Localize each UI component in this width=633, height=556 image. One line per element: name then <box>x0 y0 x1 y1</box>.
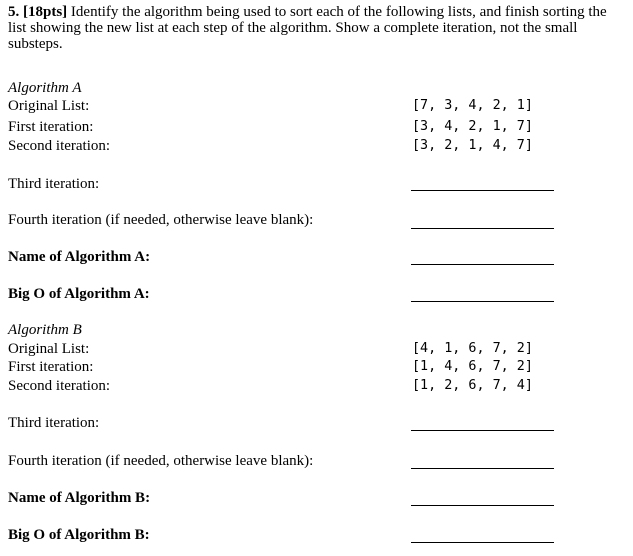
algorithm-b-second-list: [1, 2, 6, 7, 4] <box>412 378 533 393</box>
algorithm-b-fourth-label: Fourth iteration (if needed, otherwise leave blank): <box>8 453 314 469</box>
question-prompt <box>8 4 626 52</box>
algorithm-a-bigo-blank[interactable] <box>411 301 554 302</box>
algorithm-b-bigo-label: Big O of Algorithm B: <box>8 527 150 543</box>
algorithm-a-name-label: Name of Algorithm A: <box>8 249 151 265</box>
algorithm-a-third-blank[interactable] <box>411 190 554 191</box>
question-text: Identify the algorithm being used to sort each of the following lists, and finish sorting the list showing the new list at each step of the algorithm. Show a complete iteration, not the small substeps. <box>8 4 607 52</box>
algorithm-a-third-label: Third iteration: <box>8 176 100 192</box>
algorithm-a-original-label: Original List: <box>8 98 90 114</box>
algorithm-a-original-list: [7, 3, 4, 2, 1] <box>412 98 533 113</box>
algorithm-a-first-label: First iteration: <box>8 119 94 135</box>
algorithm-b-title: Algorithm B <box>8 322 82 338</box>
algorithm-b-fourth-blank[interactable] <box>411 468 554 469</box>
algorithm-b-second-label: Second iteration: <box>8 378 111 394</box>
algorithm-b-first-label: First iteration: <box>8 359 94 375</box>
algorithm-a-fourth-label: Fourth iteration (if needed, otherwise leave blank): <box>8 212 314 228</box>
algorithm-b-original-list: [4, 1, 6, 7, 2] <box>412 341 533 356</box>
algorithm-a-second-label: Second iteration: <box>8 138 111 154</box>
question-number: 5. [18pts] <box>8 4 68 20</box>
algorithm-b-original-label: Original List: <box>8 341 90 357</box>
algorithm-a-bigo-label: Big O of Algorithm A: <box>8 286 150 302</box>
algorithm-a-name-blank[interactable] <box>411 264 554 265</box>
algorithm-a-second-list: [3, 2, 1, 4, 7] <box>412 138 533 153</box>
algorithm-b-name-blank[interactable] <box>411 505 554 506</box>
algorithm-b-third-blank[interactable] <box>411 430 554 431</box>
algorithm-b-third-label: Third iteration: <box>8 415 100 431</box>
algorithm-a-first-list: [3, 4, 2, 1, 7] <box>412 119 533 134</box>
algorithm-a-fourth-blank[interactable] <box>411 228 554 229</box>
algorithm-b-name-label: Name of Algorithm B: <box>8 490 151 506</box>
algorithm-b-bigo-blank[interactable] <box>411 542 554 543</box>
algorithm-b-first-list: [1, 4, 6, 7, 2] <box>412 359 533 374</box>
algorithm-a-title: Algorithm A <box>8 80 82 96</box>
